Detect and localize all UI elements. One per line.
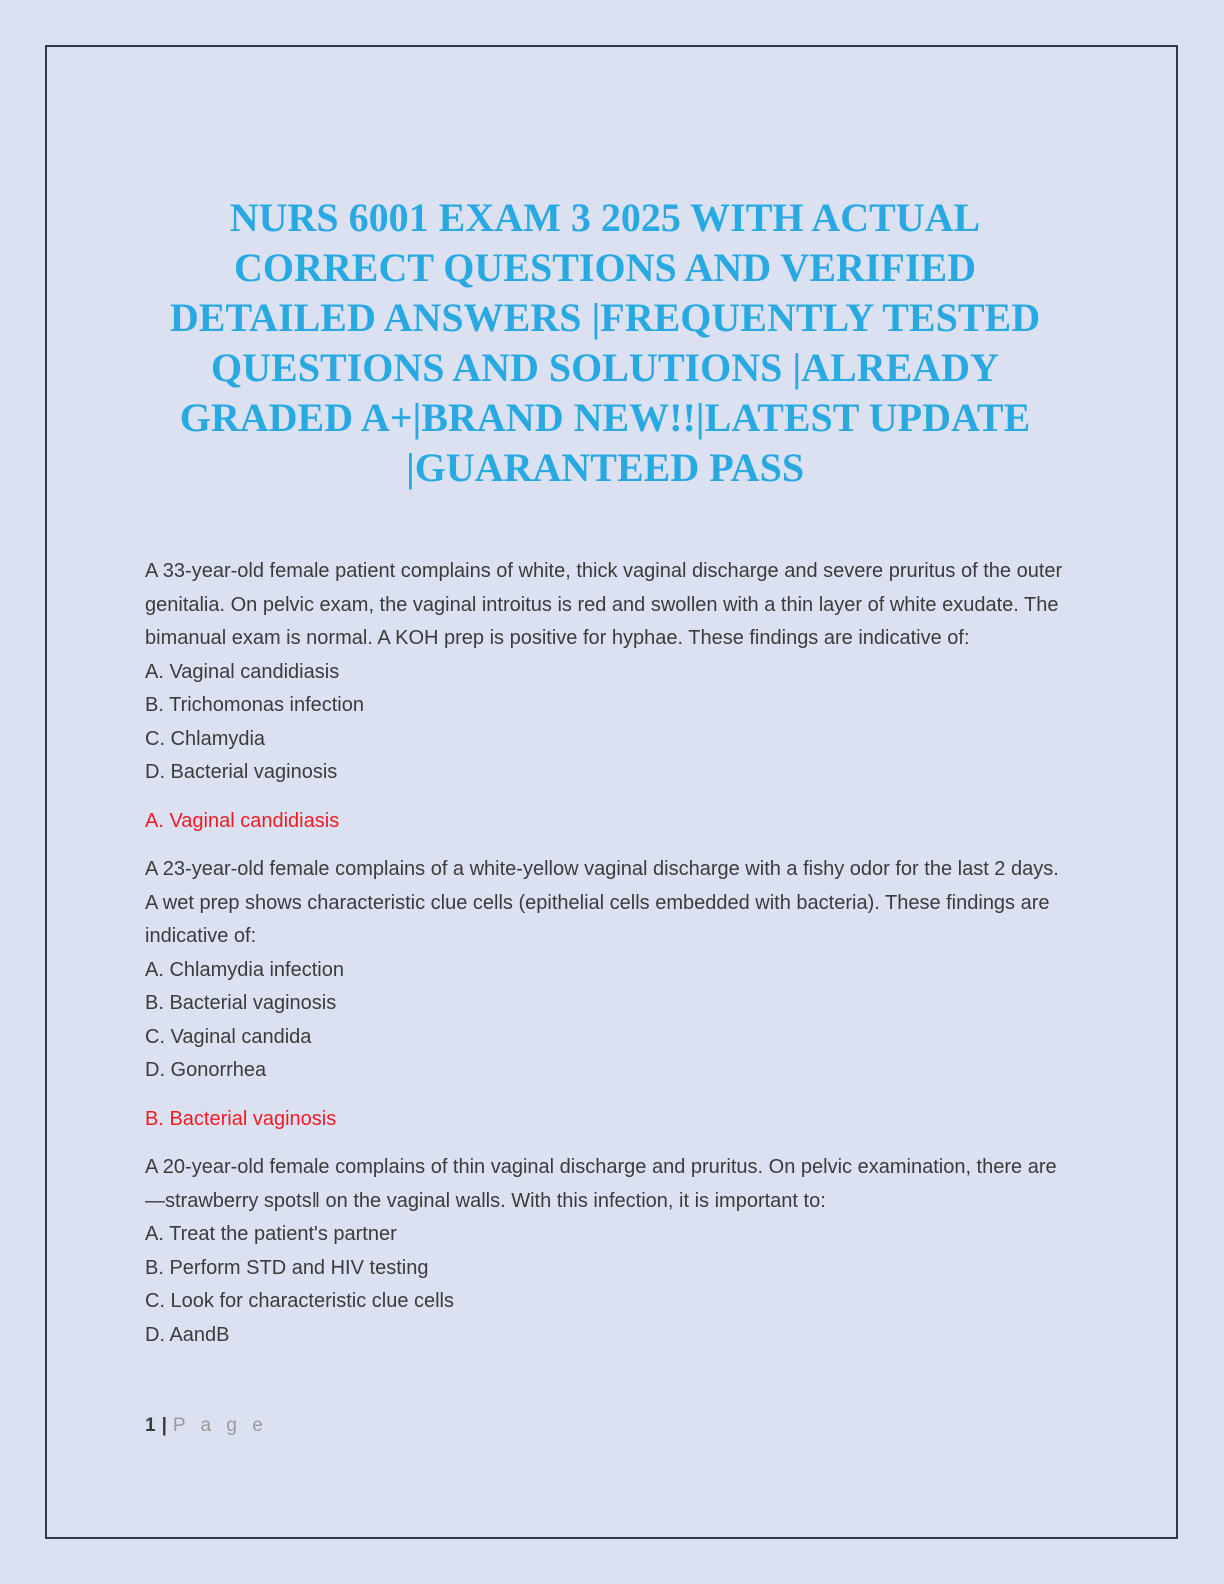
question-option: A. Chlamydia infection xyxy=(145,958,344,981)
question-option: D. Gonorrhea xyxy=(145,1059,267,1081)
footer-separator: | xyxy=(161,1415,167,1436)
title-line: NURS 6001 EXAM 3 2025 WITH ACTUAL xyxy=(229,195,981,240)
title-line: QUESTIONS AND SOLUTIONS |ALREADY xyxy=(211,345,999,390)
page-footer xyxy=(145,1415,268,1437)
title-line: DETAILED ANSWERS |FREQUENTLY TESTED xyxy=(169,295,1041,340)
answer-text: B. Bacterial vaginosis xyxy=(145,1107,337,1130)
question-option: C. Chlamydia xyxy=(145,727,266,750)
question-option: B. Perform STD and HIV testing xyxy=(145,1256,429,1279)
question-text: A 23-year-old female complains of a white-yellow vaginal discharge with a fishy odor for the last 2 days. A wet prep shows characteristic clue cells (epithelial cells embedded with bacteria). These findings are indicative of: xyxy=(145,858,1059,947)
question-text: A 20-year-old female complains of thin vaginal discharge and pruritus. On pelvic examination, there are —strawberry spots‖ on the vaginal walls. With this infection, it is important to: xyxy=(145,1156,1057,1212)
question-block-3 xyxy=(145,1151,1065,1352)
title-line: GRADED A+|BRAND NEW!!|LATEST UPDATE xyxy=(179,395,1031,440)
page-number: 1 xyxy=(145,1415,156,1436)
question-option: D. Bacterial vaginosis xyxy=(145,761,338,783)
question-block-1 xyxy=(145,555,1065,838)
answer-text: A. Vaginal candidiasis xyxy=(145,809,340,832)
question-option: D. AandB xyxy=(145,1323,230,1346)
title-line: |GUARANTEED PASS xyxy=(405,445,805,490)
question-option: A. Treat the patient's partner xyxy=(145,1223,397,1245)
question-option: B. Trichomonas infection xyxy=(145,694,364,716)
question-option: C. Vaginal candida xyxy=(145,1025,312,1048)
question-block-2 xyxy=(145,853,1065,1136)
document-content xyxy=(145,193,1065,1352)
question-option: B. Bacterial vaginosis xyxy=(145,992,337,1014)
question-text: A 33-year-old female patient complains of white, thick vaginal discharge and severe pruritus of the outer genitalia. On pelvic exam, the vaginal introitus is red and swollen with a thin layer of white exudate. The bimanual exam is normal. A KOH prep is positive for hyphae. These findings are indicative of: xyxy=(145,560,1063,649)
question-option: A. Vaginal candidiasis xyxy=(145,660,340,683)
document-title xyxy=(145,193,1065,493)
page-border xyxy=(45,45,1178,1539)
title-line: CORRECT QUESTIONS AND VERIFIED xyxy=(233,245,977,290)
footer-label: P a g e xyxy=(172,1415,268,1436)
question-option: C. Look for characteristic clue cells xyxy=(145,1290,455,1312)
